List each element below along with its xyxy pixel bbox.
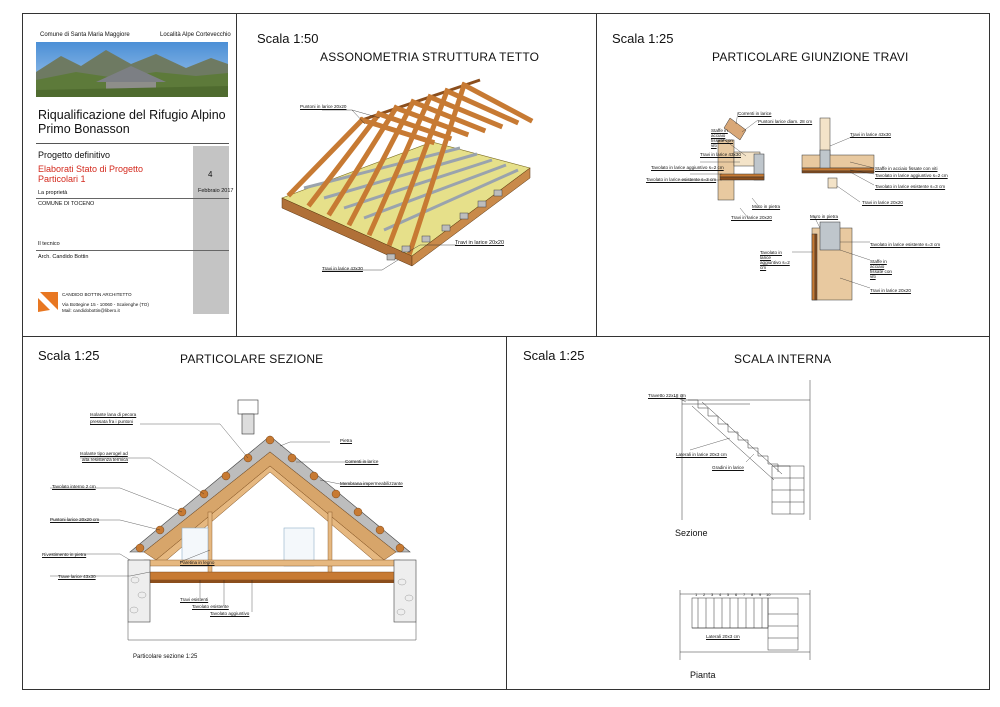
roof-label-beams-small: Travi in larice 20x20	[455, 240, 505, 246]
owner: COMUNE DI TOCENO	[38, 201, 95, 207]
step-number: 6	[735, 592, 738, 597]
section-label-beams-exist: Travi esistenti	[180, 597, 209, 602]
joint-label-6: Tavolato in larice aggiuntivo s=2 cm	[651, 165, 724, 170]
joint-label-7: Tavolato in larice esistente s=3 cm	[646, 177, 717, 182]
step-number: 4	[719, 592, 722, 597]
joint-label-15: Tavolato in larice esistente s=3 cm	[870, 242, 941, 247]
date: Febbraio 2017	[198, 188, 234, 194]
section-label-insul1b: pressata fra i puntoni	[90, 419, 133, 424]
drawing-title-2: Particolari 1	[38, 174, 86, 184]
section-label-battens: Correnti in larice	[345, 459, 379, 464]
section-label-cladding: Rivestimento in pietra	[42, 552, 87, 557]
phase: Progetto definitivo	[38, 150, 111, 160]
joint-title: PARTICOLARE GIUNZIONE TRAVI	[712, 50, 909, 64]
stair-plan-drawing	[650, 588, 830, 668]
step-number: 2	[703, 592, 706, 597]
stair-scale: Scala 1:25	[523, 348, 585, 363]
designer-label: Il tecnico	[38, 241, 60, 247]
divider-v1	[236, 13, 237, 336]
roof-label-rafters: Puntoni in larice 20x20	[300, 104, 347, 109]
joint-label-3: Staffe in acciaio fissate con viti	[711, 128, 733, 148]
roof-axonometry	[262, 80, 562, 280]
step-number: 7	[743, 592, 746, 597]
section-label-insul1a: Isolante lana di pecora	[90, 412, 137, 417]
joint-label-17: Staffe in acciaio fissate con viti	[870, 259, 892, 279]
step-number: 10	[766, 592, 771, 597]
section-title: PARTICOLARE SEZIONE	[180, 352, 324, 366]
owner-label: La proprietà	[38, 190, 68, 196]
roof-label-beams-big: Travi in larice 43x30	[322, 266, 363, 271]
section-caption: Particolare sezione 1:25	[133, 654, 198, 660]
section-label-stone: Pietra	[340, 438, 353, 443]
joint-label-8: Muro in pietra	[752, 204, 781, 209]
joint-label-1: Correnti in larice	[738, 111, 772, 116]
joint-label-13: Travi in larice 20x20	[862, 200, 903, 205]
alpine-photo	[36, 42, 228, 97]
municipality: Comune di Santa Maria Maggiore	[40, 32, 130, 38]
roof-scale: Scala 1:50	[257, 31, 319, 46]
joint-label-14: Muro in pietra	[810, 214, 839, 219]
joint-label-11: Tavolato in larice aggiuntivo s=2 cm	[875, 173, 948, 178]
joint-label-18: Travi in larice 20x20	[870, 288, 911, 293]
section-drawing	[120, 400, 430, 650]
joint-label-5: Travi in larice 43x30	[700, 152, 741, 157]
joint-label-16: Tavolato in larice aggiuntivo s=2 cm	[760, 250, 790, 270]
sheet-number: 4	[208, 170, 213, 179]
stair-title: SCALA INTERNA	[734, 352, 832, 366]
section-label-board-add: Tavolato aggiuntivo	[210, 611, 250, 616]
address: Via Bottegine 15 - 10060 - Scalenghe (TO)	[62, 302, 149, 307]
project-title-2: Primo Bonasson	[38, 122, 130, 136]
section-label-membrane: Membrana impermeabilizzante	[340, 481, 403, 486]
tb-rule-3	[36, 250, 229, 251]
step-number: 9	[759, 592, 762, 597]
tb-rule-1	[36, 143, 229, 144]
section-scale: Scala 1:25	[38, 348, 100, 363]
designer: Arch. Candido Bottin	[38, 254, 89, 260]
section-label-insul2b: alta resistenza termica	[82, 457, 128, 462]
mail: Mail: candidobottin@libero.it	[62, 308, 120, 313]
locality: Località Alpe Cortevecchio	[160, 32, 231, 38]
step-number: 8	[751, 592, 754, 597]
joint-label-4: Travi in larice 43x30	[850, 132, 891, 137]
joint-label-9: Travi in larice 20x20	[731, 215, 772, 220]
joint-label-2: Puntoni larice diam. 28 cm	[758, 119, 813, 124]
joint-label-10: Staffe in acciaio fissate con viti	[875, 166, 938, 171]
joint-scale: Scala 1:25	[612, 31, 674, 46]
section-label-board-exist: Tavolato esistente	[192, 604, 229, 609]
section-label-insul2a: Isolante tipo aerogel ad	[80, 451, 128, 456]
project-title-1: Riqualificazione del Rifugio Alpino	[38, 108, 226, 122]
stair-label-joist: Travetto 22x18 cm	[648, 393, 686, 398]
section-label-board-int: Tavolato interno 2 cm	[52, 484, 96, 489]
step-number: 3	[711, 592, 714, 597]
section-label-rafters: Puntoni larice 20x20 cm	[50, 517, 100, 522]
stair-plan-caption: Pianta	[690, 670, 716, 680]
tb-rule-2	[36, 198, 229, 199]
stair-section-caption: Sezione	[675, 528, 708, 538]
section-label-partition: Paretina in legno	[180, 560, 215, 565]
section-label-beam: Trave larice 43x30	[58, 574, 96, 579]
drawing-title-1: Elaborati Stato di Progetto	[38, 164, 144, 174]
divider-v2	[596, 13, 597, 336]
roof-title: ASSONOMETRIA STRUTTURA TETTO	[320, 50, 540, 64]
stair-label-treads: Gradini in larice	[712, 465, 744, 470]
step-number: 5	[727, 592, 730, 597]
step-number: 1	[695, 592, 698, 597]
divider-v3	[506, 336, 507, 690]
firm: CANDIDO BOTTIN ARCHITETTO	[62, 292, 132, 297]
stair-plan-label-stringers: Laterali 20x3 cm	[706, 634, 740, 639]
architect-logo	[38, 292, 58, 312]
joint-label-12: Tavolato in larice esistente s=3 cm	[875, 184, 946, 189]
stair-label-stringers: Laterali in larice 20x3 cm	[676, 452, 727, 457]
